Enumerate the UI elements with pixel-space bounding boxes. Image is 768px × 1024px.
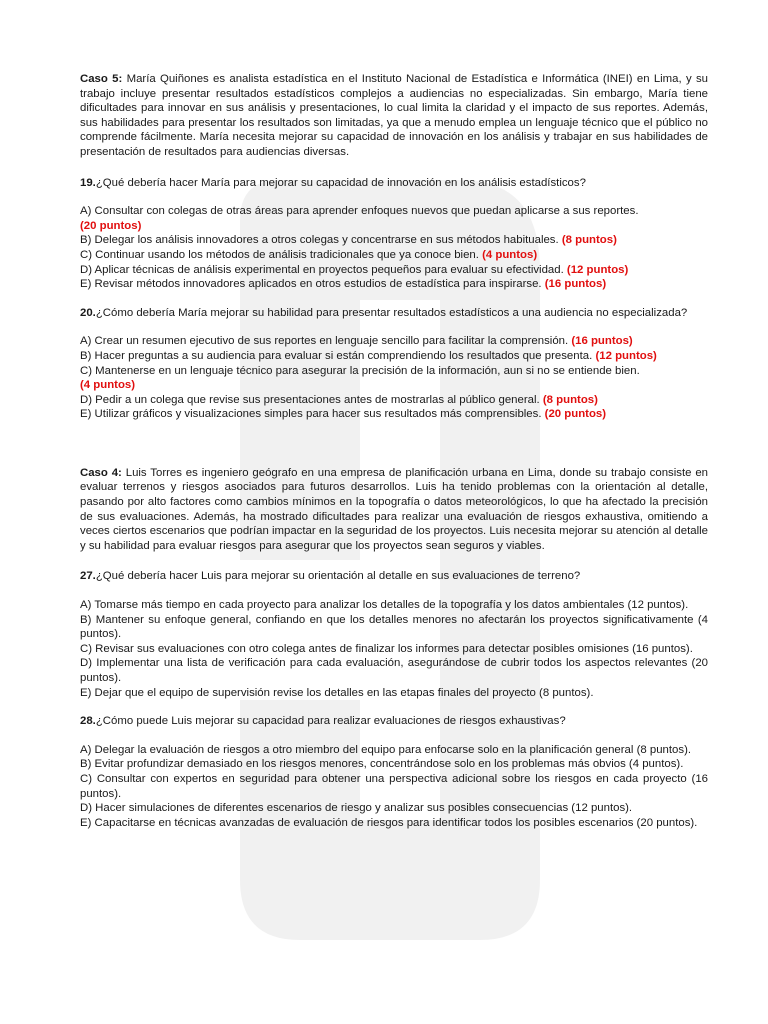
question-20 bbox=[80, 306, 708, 321]
points-label: (12 puntos) bbox=[566, 263, 629, 276]
points-label: (20 puntos) bbox=[544, 408, 607, 421]
option-d: D) Pedir a un colega que revise sus presentaciones antes de mostrarlas al público general. (8 puntos) bbox=[80, 393, 598, 406]
points-label: (8 puntos) bbox=[561, 234, 617, 247]
option-a: A) Consultar con colegas de otras áreas para aprender enfoques nuevos que puedan aplicarse a sus reportes. (20 puntos) bbox=[80, 205, 639, 232]
question-20-options bbox=[80, 334, 708, 422]
question-19-options bbox=[80, 204, 708, 292]
case4-text: Luis Torres es ingeniero geógrafo en una empresa de planificación urbana en Lima, donde su trabajo consiste en evaluar terrenos y riesgos asociados para futuros desarrollos. Luis ha tenido problemas con la orientación al detalle, pasando por alto factores como cambios mínimos en la topografía o datos meteorológicos, lo que ha afectado la precisión de sus evaluaciones. Además, ha mostrado dificultades para realizar una evaluación de riesgos exhaustiva, omitiendo a veces ciertos escenarios que podrían impactar en la seguridad de los proyectos. Luis necesita mejorar su atención al detalle y su habilidad para evaluar riesgos para asegurar que los proyectos sean seguros y viables. bbox=[80, 466, 708, 552]
question-number: 27. bbox=[80, 570, 96, 583]
option-b: B) Hacer preguntas a su audiencia para evaluar si están comprendiendo los resultados que presenta. (12 puntos) bbox=[80, 349, 657, 362]
option-a: A) Delegar la evaluación de riesgos a otro miembro del equipo para enfocarse solo en la planificación general (8 puntos). bbox=[80, 743, 692, 756]
option-b: B) Delegar los análisis innovadores a otros colegas y concentrarse en sus métodos habituales. (8 puntos) bbox=[80, 234, 617, 247]
option-e: E) Utilizar gráficos y visualizaciones simples para hacer sus resultados más comprensibles. (20 puntos) bbox=[80, 408, 607, 421]
option-c: C) Continuar usando los métodos de análisis tradicionales que ya conoce bien. (4 puntos) bbox=[80, 248, 538, 261]
points-label: (4 puntos) bbox=[80, 379, 136, 392]
option-e: E) Dejar que el equipo de supervisión revise los detalles en las etapas finales del proyecto (8 puntos). bbox=[80, 686, 594, 699]
points-label: (8 puntos) bbox=[542, 393, 598, 406]
points-label: (12 puntos) bbox=[595, 349, 657, 362]
question-28 bbox=[80, 714, 708, 729]
question-text: ¿Cómo debería María mejorar su habilidad para presentar resultados estadísticos a una audiencia no especializada? bbox=[95, 306, 688, 319]
option-d: D) Implementar una lista de verificación para cada evaluación, asegurándose de cubrir todos los aspectos relevantes (20 puntos). bbox=[80, 657, 708, 684]
points-label: (16 puntos) bbox=[571, 335, 633, 348]
points-label: (16 puntos) bbox=[544, 278, 607, 291]
question-text: ¿Qué debería hacer Luis para mejorar su orientación al detalle en sus evaluaciones de terreno? bbox=[95, 570, 581, 583]
option-b: B) Mantener su enfoque general, confiando en que los detalles menores no afectarán los proyectos significativamente (4 puntos). bbox=[80, 613, 708, 641]
option-a: A) Crear un resumen ejecutivo de sus reportes en lenguaje sencillo para facilitar la comprensión. (16 puntos) bbox=[80, 335, 633, 348]
case4-label: Caso 4: bbox=[80, 466, 122, 479]
option-c: C) Revisar sus evaluaciones con otro colega antes de finalizar los informes para detectar posibles omisiones (16 puntos). bbox=[80, 642, 693, 655]
points-label: (20 puntos) bbox=[80, 219, 142, 232]
question-number: 20. bbox=[80, 306, 96, 319]
option-e: E) Revisar métodos innovadores aplicados en otros estudios de estadística para inspirarse. (16 puntos) bbox=[80, 278, 607, 291]
question-19 bbox=[80, 176, 708, 191]
question-number: 19. bbox=[80, 176, 96, 189]
case5-label: Caso 5: bbox=[80, 73, 123, 85]
document-page bbox=[80, 72, 708, 844]
option-d: D) Aplicar técnicas de análisis experimental en proyectos pequeños para evaluar su efectividad. (12 puntos) bbox=[80, 263, 629, 276]
option-c: C) Mantenerse en un lenguaje técnico para asegurar la precisión de la información, aun si no se entiende bien. (4 puntos) bbox=[80, 364, 640, 392]
question-27-options bbox=[80, 598, 708, 700]
option-d: D) Hacer simulaciones de diferentes escenarios de riesgo y analizar sus posibles consecuencias (12 puntos). bbox=[80, 802, 633, 815]
question-text: ¿Qué debería hacer María para mejorar su capacidad de innovación en los análisis estadísticos? bbox=[95, 176, 586, 189]
option-c: C) Consultar con expertos en seguridad para obtener una perspectiva adicional sobre los riesgos en cada proyecto (16 puntos). bbox=[80, 772, 708, 800]
points-label: (4 puntos) bbox=[482, 248, 538, 261]
option-b: B) Evitar profundizar demasiado en los riesgos menores, concentrándose solo en los problemas más obvios (4 puntos). bbox=[80, 758, 684, 771]
case4-description bbox=[80, 466, 708, 554]
question-number: 28. bbox=[80, 715, 96, 728]
case5-description bbox=[80, 72, 708, 160]
question-27 bbox=[80, 569, 708, 584]
question-28-options bbox=[80, 743, 708, 831]
question-text: ¿Cómo puede Luis mejorar su capacidad para realizar evaluaciones de riesgos exhaustivas? bbox=[95, 715, 566, 728]
option-e: E) Capacitarse en técnicas avanzadas de evaluación de riesgos para identificar todos los posibles escenarios (20 puntos). bbox=[80, 816, 698, 829]
case5-text: María Quiñones es analista estadística en el Instituto Nacional de Estadística e Informática (INEI) en Lima, y su trabajo incluye presentar resultados estadísticos complejos a audiencias no especializadas. Sin embargo, María tiene dificultades para innovar en sus análisis y presentaciones, lo cual limita la claridad y el impacto de sus reportes. Además, sus habilidades para presentar los resultados son limitadas, ya que a menudo emplea un lenguaje técnico que el público no comprende fácilmente. María necesita mejorar su capacidad de innovación en los análisis y trabajar en sus habilidades de presentación de resultados para audiencias diversas. bbox=[80, 73, 708, 158]
option-a: A) Tomarse más tiempo en cada proyecto para analizar los detalles de la topografía y los datos ambientales (12 puntos). bbox=[80, 599, 689, 612]
